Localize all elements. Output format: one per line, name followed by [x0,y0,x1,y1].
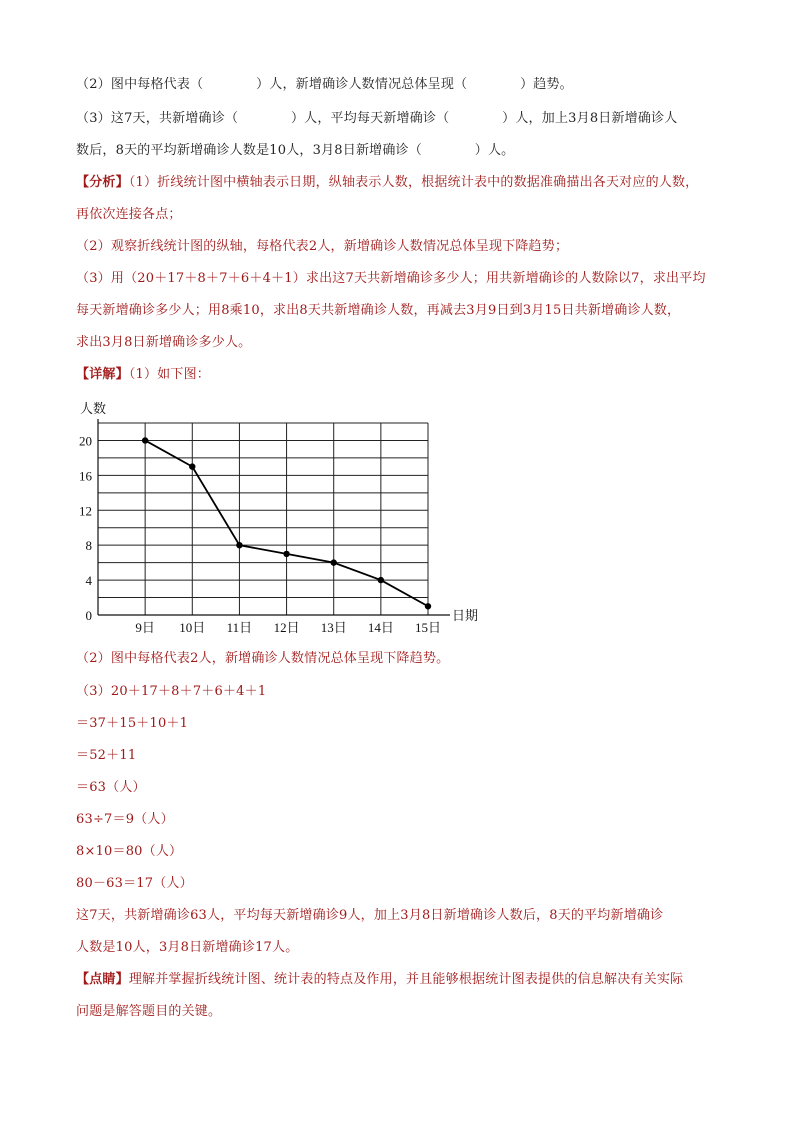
analysis-line-6: 求出3月8日新增确诊多少人。 [76,335,252,350]
data-point [378,577,384,583]
data-point [142,437,148,443]
analysis-line-2: 再依次连接各点； [76,207,182,222]
data-point [189,463,195,469]
calc-step-2: ＝52＋11 [76,748,137,763]
y-tick-label: 0 [85,608,92,623]
analysis-label: 【分析】 [76,175,129,190]
analysis-line-1 [76,174,726,192]
x-tick-label: 13日 [320,620,347,635]
question-3-line-2: 数后，8天的平均新增确诊人数是10人，3月8日新增确诊（ ）人。 [76,143,515,158]
data-point [331,559,337,565]
conclusion-line-2: 人数是10人，3月8日新增确诊17人。 [76,940,299,955]
analysis-line-5: 每天新增确诊多少人；用8乘10，求出8天共新增确诊人数，再减去3月9日到3月15日共新增确诊人数， [76,303,681,318]
question-3-line-1: （3）这7天，共新增确诊（ ）人，平均每天新增确诊（ ）人，加上3月8日新增确诊人 [76,111,678,126]
chart-grid [98,423,428,615]
data-point [283,551,289,557]
y-tick-label: 16 [79,468,92,484]
y-tick-label: 20 [79,433,92,449]
y-tick-label: 8 [85,538,92,554]
x-axis-title: 日期 [452,608,479,623]
answer-3: （3）20＋17＋8＋7＋6＋4＋1 [76,684,267,699]
analysis-text-1: （1）折线统计图中横轴表示日期，纵轴表示人数，根据统计表中的数据准确描出各天对应的人数， [128,175,699,190]
remark-text-1: 理解并掌握折线统计图、统计表的特点及作用，并且能够根据统计图表提供的信息解决有关实际 [128,972,684,987]
remark-line-1 [76,971,726,989]
calc-step-6: 80－63＝17（人） [76,876,193,891]
chart-axes [98,419,450,615]
detail-text-1: （1）如下图： [128,367,210,382]
detail-line-1 [76,366,726,384]
x-tick-label: 11日 [226,620,253,635]
analysis-line-3: （2）观察折线统计图的纵轴，每格代表2人，新增确诊人数情况总体呈现下降趋势； [76,239,569,254]
x-tick-label: 12日 [273,620,300,635]
x-tick-label: 15日 [414,620,442,635]
data-point [425,603,431,609]
analysis-line-4: （3）用（20＋17＋8＋7＋6＋4＋1）求出这7天共新增确诊多少人；用共新增确诊的人数除以7，求出平均 [76,271,706,286]
remark-line-2: 问题是解答题目的关键。 [76,1004,222,1019]
y-tick-label: 4 [85,573,92,589]
question-2-line: （2）图中每格代表（ ）人，新增确诊人数情况总体呈现（ ）趋势。 [76,77,573,92]
conclusion-line-1: 这7天，共新增确诊63人，平均每天新增确诊9人，加上3月8日新增确诊人数后，8天的平均新增确诊 [76,908,664,923]
y-tick-label: 12 [79,503,92,519]
calc-step-4: 63÷7＝9（人） [76,812,174,827]
answer-2: （2）图中每格代表2人，新增确诊人数情况总体呈现下降趋势。 [76,651,450,666]
line-chart [62,395,502,635]
y-axis-title: 人数 [80,401,107,416]
calc-step-1: ＝37＋15＋10＋1 [76,716,189,731]
data-point [236,542,242,548]
detail-label: 【详解】 [76,367,129,382]
remark-label: 【点睛】 [76,972,129,987]
calc-step-3: ＝63（人） [76,780,146,795]
x-tick-label: 14日 [367,620,394,635]
x-tick-label: 10日 [179,620,206,635]
x-tick-label: 9日 [135,620,155,635]
calc-step-5: 8×10＝80（人） [76,844,183,859]
